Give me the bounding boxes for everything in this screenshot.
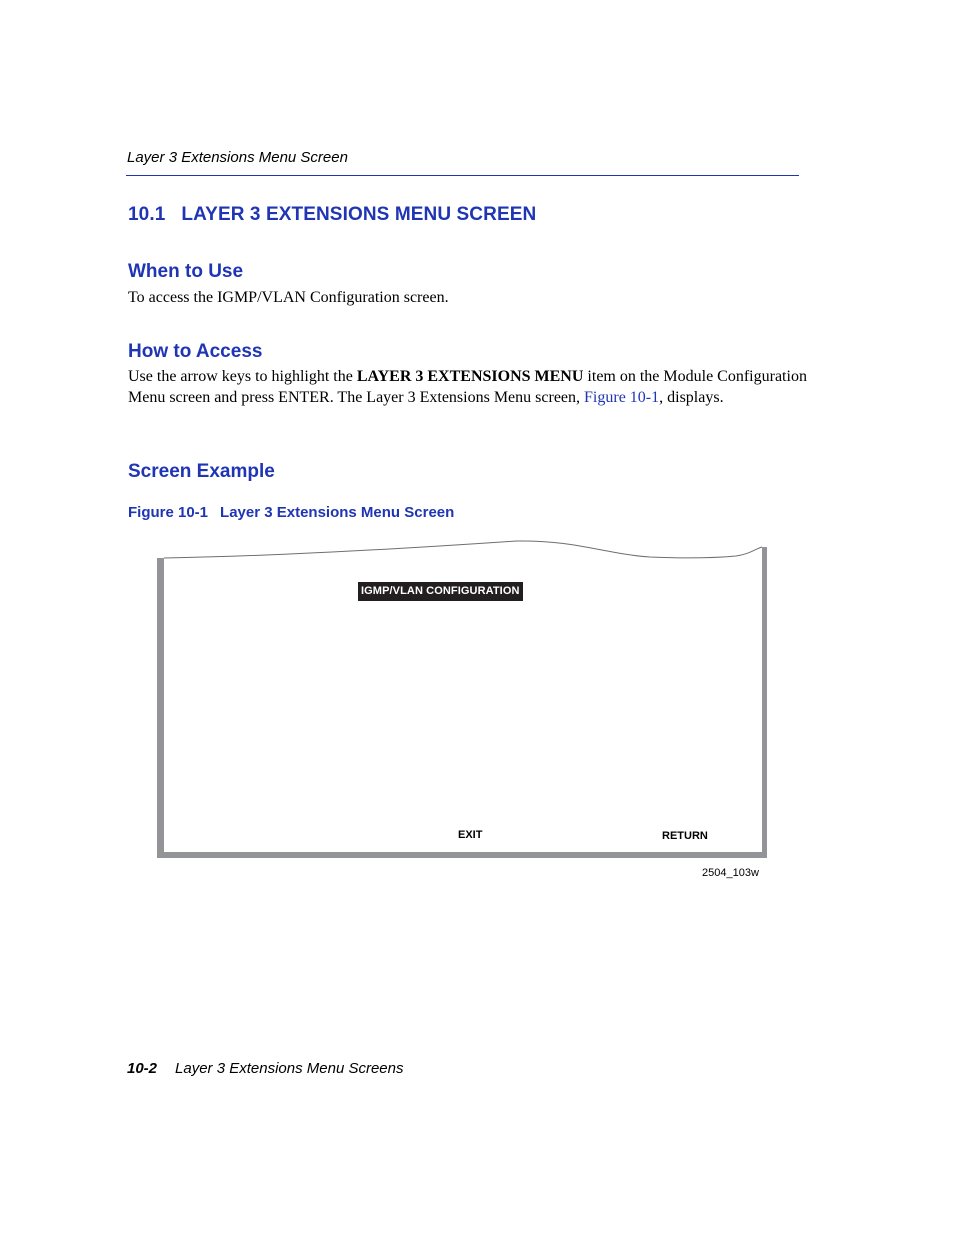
- return-command[interactable]: RETURN: [662, 830, 708, 842]
- figure-link[interactable]: Figure 10-1: [584, 388, 660, 406]
- running-header: Layer 3 Extensions Menu Screen: [127, 149, 348, 166]
- section-title: [128, 204, 536, 226]
- figure-title: Layer 3 Extensions Menu Screen: [220, 504, 455, 521]
- section-number: 10.1: [128, 204, 166, 225]
- how-to-access-text: [128, 367, 808, 408]
- page-number: 10-2: [127, 1060, 158, 1077]
- section-title-text: LAYER 3 EXTENSIONS MENU SCREEN: [181, 204, 537, 225]
- exit-command[interactable]: EXIT: [458, 829, 483, 841]
- how-to-access-text-part: item on the Module Configuration Menu screen and press ENTER. The Layer 3 Extensions Menu screen,: [128, 368, 807, 406]
- menu-term: LAYER 3 EXTENSIONS MENU: [356, 368, 584, 385]
- figure-caption: [128, 504, 454, 521]
- how-to-access-heading: How to Access: [128, 341, 263, 362]
- screen-example-heading: Screen Example: [128, 461, 275, 482]
- how-to-access-text-part: , displays.: [659, 388, 724, 406]
- when-to-use-heading: When to Use: [128, 261, 244, 282]
- header-rule: [126, 175, 799, 176]
- figure-number: Figure 10-1: [128, 504, 209, 521]
- how-to-access-text-part: Use the arrow keys to highlight the: [128, 368, 357, 385]
- footer-chapter-title: Layer 3 Extensions Menu Screens: [175, 1060, 404, 1077]
- figure-id-label: 2504_103w: [702, 867, 759, 879]
- when-to-use-text: To access the IGMP/VLAN Configuration screen.: [128, 289, 449, 306]
- page-footer: [127, 1060, 404, 1077]
- menu-item-igmp-vlan-configuration[interactable]: IGMP/VLAN CONFIGURATION: [358, 582, 523, 601]
